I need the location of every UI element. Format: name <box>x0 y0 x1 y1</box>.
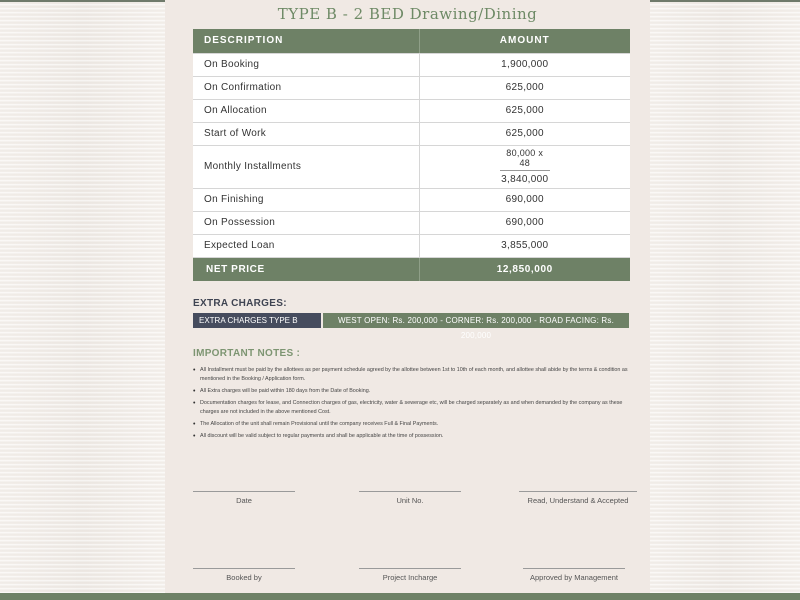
table-row <box>193 211 630 234</box>
top-rule-right <box>650 0 800 2</box>
row-amount: 625,000 <box>419 122 630 145</box>
row-amount: 625,000 <box>419 76 630 99</box>
table-header-row <box>193 29 630 53</box>
signature-label: Read, Understand & Accepted <box>527 496 629 505</box>
signature-project-incharge <box>359 568 461 582</box>
extra-charges-heading: EXTRA CHARGES: <box>193 298 287 309</box>
signature-approved-by <box>523 568 625 582</box>
table-row <box>193 234 630 257</box>
net-price-label: NET PRICE <box>193 257 419 281</box>
signature-line <box>193 568 295 569</box>
net-price-row <box>193 257 630 281</box>
important-notes-heading: IMPORTANT NOTES : <box>193 348 301 359</box>
signature-unit-no <box>359 491 461 505</box>
row-description: Start of Work <box>193 122 419 145</box>
signature-date <box>193 491 295 505</box>
row-description: On Finishing <box>193 188 419 211</box>
table-row <box>193 188 630 211</box>
payment-schedule-table <box>193 29 630 281</box>
left-background-texture <box>0 0 165 600</box>
note-item: • Documentation charges for lease, and Connection charges of gas, electricity, water & sewerage etc, will be charged separately as and when demanded by the company as these charges are not included in the above mentioned Cost. <box>193 399 629 417</box>
table-row <box>193 76 630 99</box>
signature-line <box>359 491 461 492</box>
row-description: On Booking <box>193 53 419 76</box>
extra-charges-value: WEST OPEN: Rs. 200,000 - CORNER: Rs. 200,000 - ROAD FACING: Rs. 200,000 <box>323 313 629 328</box>
note-item: • All discount will be valid subject to regular payments and shall be applicable at the time of possession. <box>193 432 629 441</box>
signature-label: Approved by Management <box>530 573 618 582</box>
signature-label: Date <box>236 496 252 505</box>
note-item: • All Extra charges will be paid within 180 days from the Date of Booking. <box>193 387 629 396</box>
page-title: TYPE B - 2 BED Drawing/Dining <box>277 5 538 23</box>
signature-booked-by <box>193 568 295 582</box>
right-background-texture <box>650 0 800 600</box>
row-amount: 690,000 <box>419 188 630 211</box>
signature-label: Project Incharge <box>382 573 438 582</box>
top-rule-left <box>0 0 165 2</box>
row-amount: 1,900,000 <box>419 53 630 76</box>
row-amount: 3,855,000 <box>419 234 630 257</box>
signature-line <box>359 568 461 569</box>
row-amount: 3,840,000 <box>501 174 549 185</box>
signature-line <box>523 568 625 569</box>
signature-label: Unit No. <box>396 496 424 505</box>
signature-label: Booked by <box>226 573 262 582</box>
row-description: Monthly Installments <box>193 145 419 188</box>
installment-calculation: 80,000 x 48 <box>500 148 550 171</box>
amount-header: AMOUNT <box>419 29 630 53</box>
signature-line <box>193 491 295 492</box>
signature-read-understand <box>519 491 637 505</box>
row-description: On Confirmation <box>193 76 419 99</box>
important-notes-list <box>193 366 629 444</box>
note-item: • The Allocation of the unit shall remain Provisional until the company receives Full & Final Payments. <box>193 420 629 429</box>
row-amount-cell <box>419 145 630 188</box>
description-header: DESCRIPTION <box>193 29 419 53</box>
table-row <box>193 53 630 76</box>
table-row <box>193 122 630 145</box>
row-description: On Allocation <box>193 99 419 122</box>
table-row <box>193 99 630 122</box>
row-amount: 690,000 <box>419 211 630 234</box>
signature-line <box>519 491 637 492</box>
bottom-accent-bar <box>0 593 800 600</box>
document-sheet <box>165 0 650 600</box>
extra-charges-type-label: EXTRA CHARGES TYPE B <box>193 313 321 328</box>
note-item: • All Installment must be paid by the allottees as per payment schedule agreed by the allottee between 1st to 10th of each month, and allottee shall abide by the terms & condition as mentioned in the Booking / Application form. <box>193 366 629 384</box>
row-description: On Possession <box>193 211 419 234</box>
table-row <box>193 145 630 188</box>
row-description: Expected Loan <box>193 234 419 257</box>
net-price-amount: 12,850,000 <box>419 257 630 281</box>
row-amount: 625,000 <box>419 99 630 122</box>
